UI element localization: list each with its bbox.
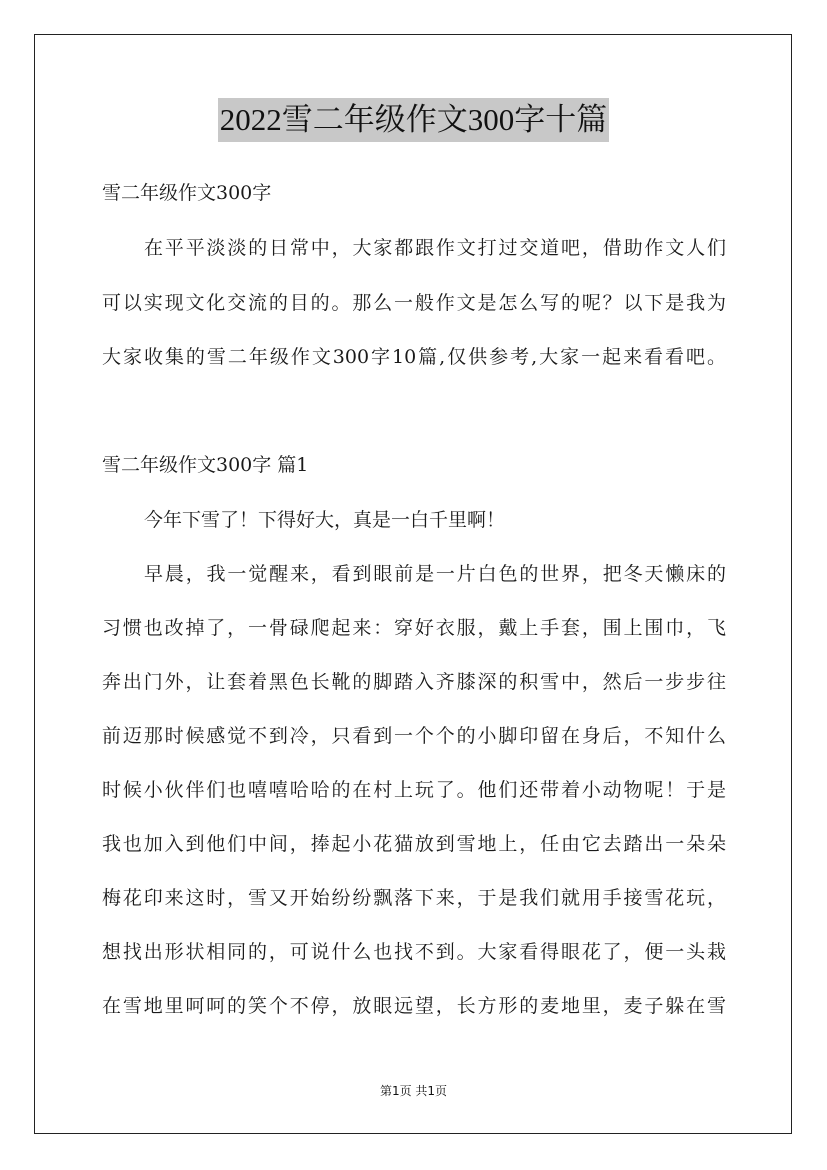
paragraph-2-line-4: 前迈那时候感觉不到冷，只看到一个个的小脚印留在身后，不知什么 xyxy=(102,725,726,747)
paragraph-2-line-5: 时候小伙伴们也嘻嘻哈哈的在村上玩了。他们还带着小动物呢！于是 xyxy=(102,779,726,801)
paragraph-1: 今年下雪了！下得好大，真是一白千里啊！ xyxy=(144,509,506,531)
paragraph-2-line-6: 我也加入到他们中间，捧起小花猫放到雪地上，任由它去踏出一朵朵 xyxy=(102,833,726,855)
paragraph-2-line-3: 奔出门外，让套着黑色长靴的脚踏入齐膝深的积雪中，然后一步步往 xyxy=(102,671,726,693)
section-heading: 雪二年级作文300字 篇1 xyxy=(102,454,309,476)
paragraph-2-line-8: 想找出形状相同的，可说什么也找不到。大家看得眼花了，便一头栽 xyxy=(102,941,726,963)
paragraph-2-line-2: 习惯也改掉了，一骨碌爬起来：穿好衣服，戴上手套，围上围巾，飞 xyxy=(102,617,726,639)
page-footer: 第1页 共1页 xyxy=(379,1084,448,1098)
intro-line-2: 可以实现文化交流的目的。那么一般作文是怎么写的呢？以下是我为 xyxy=(102,292,726,314)
paragraph-2-line-9: 在雪地里呵呵的笑个不停，放眼远望，长方形的麦地里，麦子躲在雪 xyxy=(102,995,726,1017)
intro-heading: 雪二年级作文300字 xyxy=(102,182,272,204)
paragraph-2-line-7: 梅花印来这时，雪又开始纷纷飘落下来，于是我们就用手接雪花玩， xyxy=(102,887,726,909)
document-title: 2022雪二年级作文300字十篇 xyxy=(218,98,610,142)
title-wrap xyxy=(0,98,827,142)
intro-line-1: 在平平淡淡的日常中，大家都跟作文打过交道吧，借助作文人们 xyxy=(144,237,726,259)
paragraph-2-line-1: 早晨，我一觉醒来，看到眼前是一片白色的世界，把冬天懒床的 xyxy=(144,563,726,585)
intro-line-3: 大家收集的雪二年级作文300字10篇,仅供参考,大家一起来看看吧。 xyxy=(102,346,726,368)
